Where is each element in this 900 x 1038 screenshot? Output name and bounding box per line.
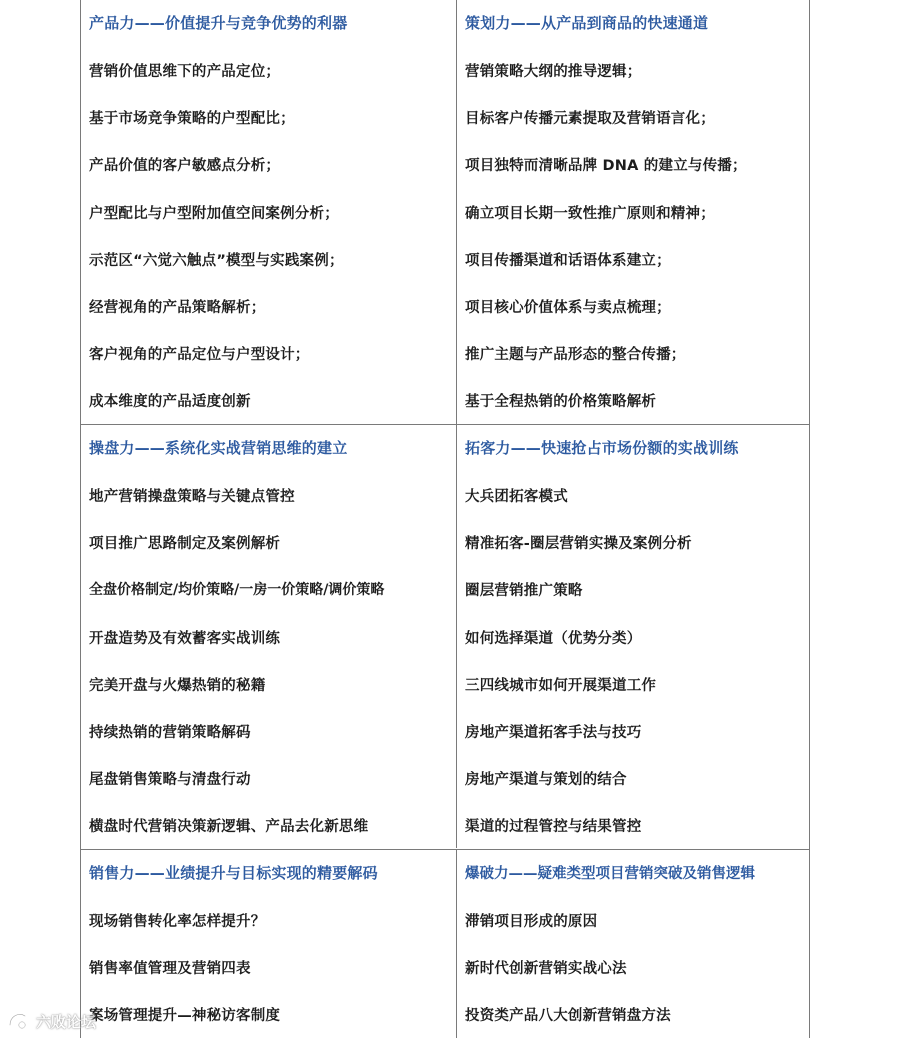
table-row: [81, 0, 809, 424]
section-title: 爆破力——疑难类型项目营销突破及销售逻辑: [465, 866, 755, 882]
watermark: [6, 1008, 96, 1034]
list-item: 客户视角的产品定位与户型设计；: [89, 347, 310, 363]
list-item: 户型配比与户型附加值空间案例分析；: [89, 206, 339, 222]
list-item: 项目推广思路制定及案例解析: [89, 536, 281, 552]
list-item: 营销价值思维下的产品定位；: [89, 64, 281, 80]
section-title: 操盘力——系统化实战营销思维的建立: [89, 439, 348, 457]
section-product-power: [81, 0, 457, 424]
list-item: 基于市场竞争策略的户型配比；: [89, 111, 295, 127]
section-title: 销售力——业绩提升与目标实现的精要解码: [89, 864, 378, 882]
section-title: 策划力——从产品到商品的快速通道: [465, 14, 709, 32]
list-item: 精准拓客-圈层营销实操及案例分析: [465, 536, 692, 552]
list-item: 产品价值的客户敏感点分析；: [89, 158, 281, 174]
section-sales-power: [81, 850, 457, 1038]
section-customer-acquisition-power: [457, 425, 809, 848]
section-planning-power: [457, 0, 809, 424]
list-item: 渠道的过程管控与结果管控: [465, 819, 642, 835]
list-item: 成本维度的产品适度创新: [89, 394, 251, 410]
list-item: 项目传播渠道和话语体系建立；: [465, 253, 671, 269]
list-item: 投资类产品八大创新营销盘方法: [465, 1008, 671, 1024]
list-item: 如何选择渠道（优势分类）: [465, 631, 642, 647]
list-item: 三四线城市如何开展渠道工作: [465, 678, 657, 694]
list-item: 完美开盘与火爆热销的秘籍: [89, 678, 266, 694]
section-breakthrough-power: [457, 850, 809, 1038]
table-row: [81, 424, 809, 848]
list-item: 横盘时代营销决策新逻辑、产品去化新思维: [89, 819, 369, 835]
forum-logo-icon: [6, 1010, 32, 1032]
list-item: 大兵团拓客模式: [465, 489, 568, 505]
list-item: 圈层营销推广策略: [465, 583, 583, 599]
list-item: 确立项目长期一致性推广原则和精神；: [465, 206, 715, 222]
list-item: 推广主题与产品形态的整合传播；: [465, 347, 686, 363]
list-item: 全盘价格制定/均价策略/一房一价策略/调价策略: [89, 582, 385, 598]
curriculum-table: [80, 0, 810, 1038]
list-item: 案场管理提升—神秘访客制度: [89, 1008, 281, 1024]
table-row: [81, 849, 809, 1038]
section-title: 产品力——价值提升与竞争优势的利器: [89, 14, 348, 32]
list-item: 营销策略大纲的推导逻辑；: [465, 64, 642, 80]
list-item: 开盘造势及有效蓄客实战训练: [89, 631, 281, 647]
list-item: 持续热销的营销策略解码: [89, 725, 251, 741]
list-item: 销售率值管理及营销四表: [89, 961, 251, 977]
list-item: 项目独特而清晰品牌 DNA 的建立与传播；: [465, 158, 747, 174]
list-item: 房地产渠道与策划的结合: [465, 772, 627, 788]
list-item: 基于全程热销的价格策略解析: [465, 394, 657, 410]
watermark-text: 六败论坛: [36, 1012, 97, 1031]
list-item: 项目核心价值体系与卖点梳理；: [465, 300, 671, 316]
list-item: 示范区“六觉六触点”模型与实践案例；: [89, 253, 344, 269]
section-title: 拓客力——快速抢占市场份额的实战训练: [465, 439, 739, 457]
section-operation-power: [81, 425, 457, 848]
list-item: 尾盘销售策略与清盘行动: [89, 772, 251, 788]
list-item: 经营视角的产品策略解析；: [89, 300, 266, 316]
list-item: 目标客户传播元素提取及营销语言化；: [465, 111, 715, 127]
list-item: 现场销售转化率怎样提升？: [89, 914, 266, 930]
list-item: 地产营销操盘策略与关键点管控: [89, 489, 295, 505]
list-item: 新时代创新营销实战心法: [465, 961, 627, 977]
list-item: 滞销项目形成的原因: [465, 914, 598, 930]
list-item: 房地产渠道拓客手法与技巧: [465, 725, 642, 741]
